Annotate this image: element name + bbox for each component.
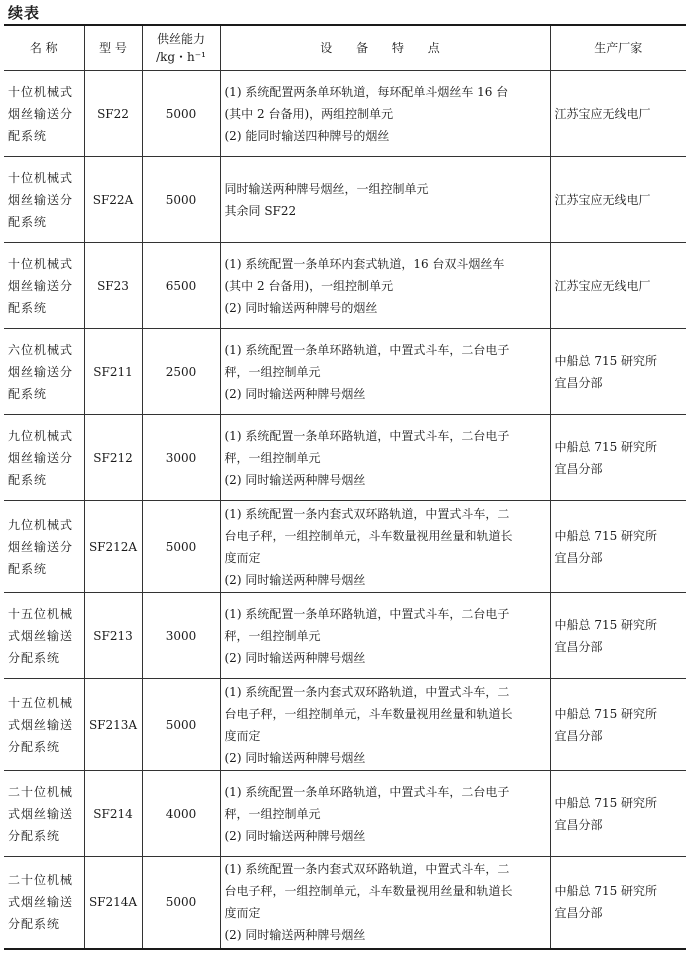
header-features: 设 备 特 点 [220,25,550,71]
cell-name: 二十位机械 式烟丝输送 分配系统 [4,857,84,949]
table-row [4,243,686,329]
cell-name: 十位机械式 烟丝输送分 配系统 [4,243,84,329]
equipment-spec-table [4,24,686,950]
header-row [4,25,686,71]
table-caption: 续表 [8,4,41,22]
header-capacity-unit: /kg・h⁻¹ [156,50,206,64]
cell-maker: 中船总 715 研究所 宜昌分部 [550,329,686,415]
cell-maker: 中船总 715 研究所 宜昌分部 [550,415,686,501]
cell-model: SF212 [84,415,142,501]
cell-maker: 中船总 715 研究所 宜昌分部 [550,593,686,679]
cell-capacity: 3000 [142,415,220,501]
table-row [4,157,686,243]
cell-features: 同时输送两种牌号烟丝，一组控制单元 其余同 SF22 [220,157,550,243]
cell-model: SF214A [84,857,142,949]
cell-name: 十位机械式 烟丝输送分 配系统 [4,157,84,243]
table-row [4,501,686,593]
cell-name: 十位机械式 烟丝输送分 配系统 [4,71,84,157]
cell-maker: 中船总 715 研究所 宜昌分部 [550,857,686,949]
cell-model: SF213A [84,679,142,771]
cell-capacity: 3000 [142,593,220,679]
cell-name: 六位机械式 烟丝输送分 配系统 [4,329,84,415]
cell-maker: 江苏宝应无线电厂 [550,243,686,329]
cell-capacity: 5000 [142,71,220,157]
cell-maker: 江苏宝应无线电厂 [550,157,686,243]
cell-model: SF211 [84,329,142,415]
cell-maker: 中船总 715 研究所 宜昌分部 [550,679,686,771]
cell-name: 九位机械式 烟丝输送分 配系统 [4,415,84,501]
cell-features: (1) 系统配置一条单环路轨道，中置式斗车，二台电子 秤，一组控制单元 (2) 同时输送两种牌号烟丝 [220,415,550,501]
cell-name: 九位机械式 烟丝输送分 配系统 [4,501,84,593]
table-header [4,25,686,71]
cell-features: (1) 系统配置一条内套式双环路轨道，中置式斗车，二 台电子秤，一组控制单元，斗车数量视用丝量和轨道长 度而定 (2) 同时输送两种牌号烟丝 [220,679,550,771]
header-capacity-label: 供丝能力 [156,32,205,46]
table-row [4,593,686,679]
table-row [4,71,686,157]
table-body [4,71,686,949]
header-model: 型 号 [84,25,142,71]
cell-capacity: 6500 [142,243,220,329]
cell-model: SF23 [84,243,142,329]
cell-maker: 中船总 715 研究所 宜昌分部 [550,771,686,857]
cell-name: 二十位机械 式烟丝输送 分配系统 [4,771,84,857]
cell-features: (1) 系统配置一条单环路轨道，中置式斗车，二台电子 秤，一组控制单元 (2) 同时输送两种牌号烟丝 [220,329,550,415]
cell-model: SF212A [84,501,142,593]
cell-features: (1) 系统配置一条内套式双环路轨道，中置式斗车，二 台电子秤，一组控制单元，斗车数量视用丝量和轨道长 度而定 (2) 同时输送两种牌号烟丝 [220,501,550,593]
cell-features: (1) 系统配置一条内套式双环路轨道，中置式斗车，二 台电子秤，一组控制单元，斗车数量视用丝量和轨道长 度而定 (2) 同时输送两种牌号烟丝 [220,857,550,949]
header-name: 名 称 [4,25,84,71]
cell-model: SF22 [84,71,142,157]
cell-capacity: 4000 [142,771,220,857]
header-capacity [142,25,220,71]
cell-name: 十五位机械 式烟丝输送 分配系统 [4,593,84,679]
table-row [4,329,686,415]
cell-capacity: 5000 [142,501,220,593]
cell-capacity: 5000 [142,857,220,949]
cell-features: (1) 系统配置一条单环内套式轨道，16 台双斗烟丝车 (其中 2 台备用)，一组控制单元 (2) 同时输送两种牌号的烟丝 [220,243,550,329]
table-row [4,415,686,501]
cell-capacity: 2500 [142,329,220,415]
header-maker: 生产厂家 [550,25,686,71]
cell-features: (1) 系统配置两条单环轨道，每环配单斗烟丝车 16 台 (其中 2 台备用)，两组控制单元 (2) 能同时输送四种牌号的烟丝 [220,71,550,157]
cell-capacity: 5000 [142,679,220,771]
cell-capacity: 5000 [142,157,220,243]
table-row [4,771,686,857]
cell-features: (1) 系统配置一条单环路轨道，中置式斗车，二台电子 秤，一组控制单元 (2) 同时输送两种牌号烟丝 [220,593,550,679]
cell-maker: 江苏宝应无线电厂 [550,71,686,157]
table-row [4,679,686,771]
cell-model: SF214 [84,771,142,857]
cell-features: (1) 系统配置一条单环路轨道，中置式斗车，二台电子 秤，一组控制单元 (2) 同时输送两种牌号烟丝 [220,771,550,857]
cell-model: SF22A [84,157,142,243]
cell-maker: 中船总 715 研究所 宜昌分部 [550,501,686,593]
table-row [4,857,686,949]
cell-name: 十五位机械 式烟丝输送 分配系统 [4,679,84,771]
cell-model: SF213 [84,593,142,679]
